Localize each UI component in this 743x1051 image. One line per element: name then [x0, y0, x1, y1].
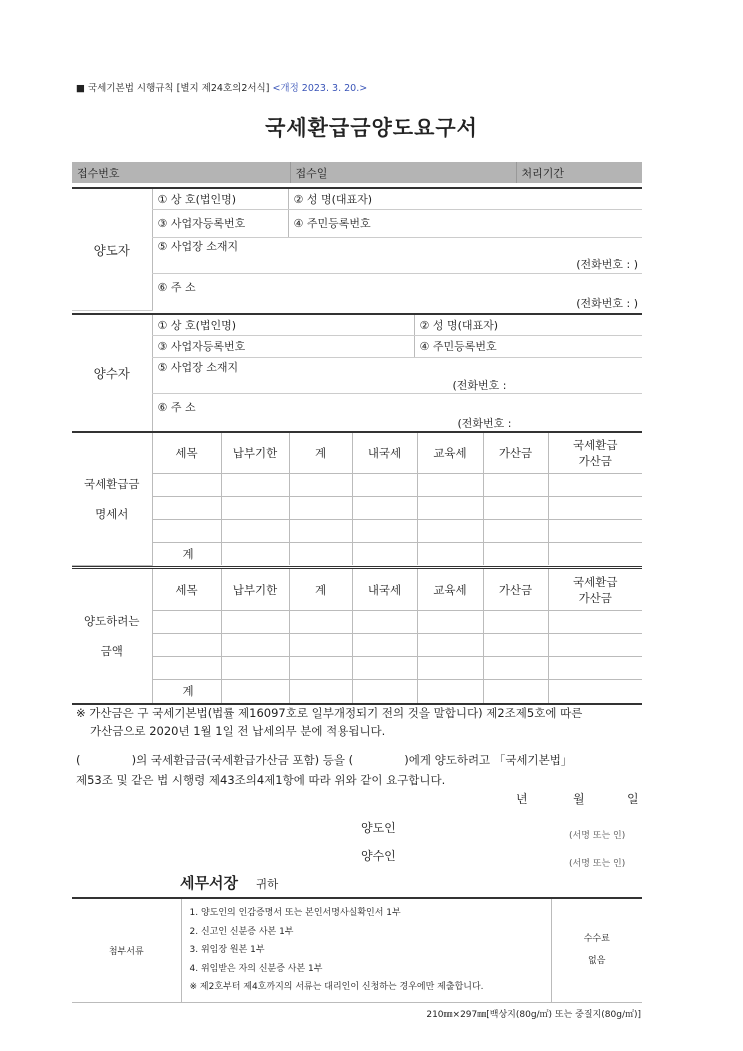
transferee-business-phone[interactable]: (전화번호 : — [152, 377, 642, 394]
transferor-signature-field[interactable]: (서명 또는 인) — [569, 831, 626, 841]
cell[interactable] — [221, 519, 289, 542]
transferor-bizno-field[interactable]: ③ 사업자등록번호 — [152, 209, 288, 237]
receipt-number-label: 접수번호 — [72, 162, 290, 183]
law-reference: ■ 국세기본법 시행규칙 [별지 제24호의2서식] — [76, 83, 270, 94]
total-row — [72, 680, 642, 704]
col-refund-interest — [548, 432, 642, 473]
total-label: 계 — [152, 542, 221, 565]
cell[interactable] — [221, 657, 289, 680]
cell[interactable] — [289, 519, 352, 542]
cell[interactable] — [548, 680, 642, 704]
col-due-date: 납부기한 — [221, 568, 289, 611]
transfer-amount-label-line1: 양도하려는 — [83, 613, 140, 628]
attachments-section — [72, 897, 642, 1003]
attachment-item: 1. 양도인의 인감증명서 또는 본인서명사실확인서 1부 — [189, 908, 401, 918]
transferee-signature-field[interactable]: (서명 또는 인) — [569, 859, 626, 869]
request-statement — [76, 750, 641, 790]
cell[interactable] — [221, 680, 289, 704]
date-day: 일 — [627, 792, 639, 806]
attachments-label: 첨부서류 — [108, 946, 144, 957]
transferee-signature-label: 양수인 — [361, 849, 396, 863]
transferee-company-field[interactable]: ① 상 호(법인명) — [152, 314, 414, 335]
attachments-list — [181, 898, 551, 1002]
transferor-name-field[interactable]: ② 성 명(대표자) — [288, 188, 642, 209]
transferee-home-phone: (전화번호 : — [457, 417, 512, 430]
request-line2: 제53조 및 같은 법 시행령 제43조의4제1항에 따라 위와 같이 요구합니다. — [76, 773, 446, 787]
cell[interactable] — [152, 473, 221, 496]
transferee-address[interactable] — [152, 394, 642, 432]
cell[interactable] — [548, 657, 642, 680]
cell[interactable] — [352, 657, 417, 680]
transferee-label: 양수자 — [72, 314, 152, 432]
refund-statement-label — [72, 432, 152, 565]
cell[interactable] — [352, 634, 417, 657]
attachment-item: 2. 신고인 신분증 사본 1부 — [189, 926, 294, 937]
cell[interactable] — [289, 657, 352, 680]
cell[interactable] — [289, 473, 352, 496]
fee-box — [551, 898, 642, 1002]
cell[interactable] — [548, 611, 642, 634]
transferor-idno-field[interactable]: ④ 주민등록번호 — [288, 209, 642, 237]
transferor-business-address[interactable]: ⑤ 사업장 소재지 — [152, 237, 642, 255]
transferor-address[interactable] — [152, 273, 642, 311]
cell[interactable] — [548, 634, 642, 657]
table-row — [72, 657, 642, 680]
cell[interactable] — [483, 611, 548, 634]
transferee-bizno-field[interactable]: ③ 사업자등록번호 — [152, 335, 414, 357]
paper-spec: 210㎜×297㎜[백상지(80g/㎡) 또는 중질지(80g/㎡)] — [426, 1010, 641, 1020]
cell[interactable] — [483, 657, 548, 680]
cell[interactable] — [417, 634, 483, 657]
processing-period-label: 처리기간 — [521, 166, 565, 180]
col-tax-item: 세목 — [152, 568, 221, 611]
transfer-amount-table — [72, 566, 642, 705]
cell[interactable] — [289, 680, 352, 704]
col-education-tax: 교육세 — [417, 568, 483, 611]
note-line1: ※ 가산금은 구 국세기본법(법률 제16097호로 일부개정되기 전의 것을 말합니다) 제2조제5호에 따른 — [76, 706, 583, 720]
cell[interactable] — [483, 542, 548, 565]
transferor-section — [72, 187, 642, 311]
form-title: 국세환급금양도요구서 — [265, 116, 478, 140]
cell[interactable] — [548, 519, 642, 542]
cell[interactable] — [352, 680, 417, 704]
cell[interactable] — [417, 519, 483, 542]
cell[interactable] — [352, 473, 417, 496]
cell[interactable] — [417, 496, 483, 519]
refund-statement-label-line2: 명세서 — [95, 506, 129, 521]
cell[interactable] — [417, 611, 483, 634]
transferee-name-field[interactable]: ② 성 명(대표자) — [414, 314, 642, 335]
addressee-suffix: 귀하 — [256, 877, 279, 891]
col-total: 계 — [289, 568, 352, 611]
col-total: 계 — [289, 432, 352, 473]
cell[interactable] — [152, 496, 221, 519]
cell[interactable] — [352, 519, 417, 542]
table-row — [72, 519, 642, 542]
table-row — [72, 634, 642, 657]
table-row — [72, 611, 642, 634]
transferor-label: 양도자 — [72, 188, 152, 311]
transferee-section — [72, 313, 642, 432]
transferee-idno-field[interactable]: ④ 주민등록번호 — [414, 335, 642, 357]
cell[interactable] — [289, 611, 352, 634]
col-due-date: 납부기한 — [221, 432, 289, 473]
additional-charge-note — [76, 704, 636, 740]
cell[interactable] — [548, 542, 642, 565]
cell[interactable] — [352, 611, 417, 634]
col-refund-interest — [548, 568, 642, 611]
table-row — [72, 473, 642, 496]
cell[interactable] — [417, 680, 483, 704]
transferor-home-phone: (전화번호 : ) — [576, 296, 638, 310]
cell[interactable] — [417, 473, 483, 496]
refund-statement-table — [72, 431, 642, 566]
attachment-item: 4. 위임받은 자의 신분증 사본 1부 — [189, 963, 323, 974]
cell[interactable] — [221, 496, 289, 519]
col-additional-charge: 가산금 — [483, 568, 548, 611]
attachment-note: ※ 제2호부터 제4호까지의 서류는 대리인이 신청하는 경우에만 제출합니다. — [189, 982, 484, 992]
col-domestic-tax: 내국세 — [352, 432, 417, 473]
cell[interactable] — [483, 473, 548, 496]
cell[interactable] — [152, 611, 221, 634]
transfer-amount-label-line2: 금액 — [100, 643, 123, 658]
transferee-business-address[interactable]: ⑤ 사업장 소재지 — [152, 357, 642, 377]
transferor-company-field[interactable]: ① 상 호(법인명) — [152, 188, 288, 209]
col-education-tax: 교육세 — [417, 432, 483, 473]
cell[interactable] — [289, 496, 352, 519]
cell[interactable] — [289, 634, 352, 657]
cell[interactable] — [289, 542, 352, 565]
transferor-business-phone[interactable]: (전화번호 : ) — [152, 255, 642, 273]
cell[interactable] — [483, 680, 548, 704]
col-additional-charge: 가산금 — [483, 432, 548, 473]
col-refund-interest-line1: 국세환급 — [573, 437, 618, 452]
total-label: 계 — [152, 680, 221, 704]
total-row — [72, 542, 642, 565]
attachment-item: 3. 위임장 원본 1부 — [189, 945, 265, 955]
tax-office-head: 세무서장 — [180, 874, 238, 892]
col-domestic-tax: 내국세 — [352, 568, 417, 611]
col-refund-interest-line1: 국세환급 — [573, 574, 618, 589]
cell[interactable] — [352, 496, 417, 519]
note-line2: 가산금으로 2020년 1월 1일 전 납세의무 분에 적용됩니다. — [90, 724, 386, 738]
cell[interactable] — [417, 657, 483, 680]
date-month: 월 — [573, 792, 585, 806]
cell[interactable] — [221, 634, 289, 657]
cell[interactable] — [483, 519, 548, 542]
transfer-amount-label — [72, 568, 152, 704]
cell[interactable] — [221, 542, 289, 565]
request-line1: ( )의 국세환급금(국세환급가산금 포함) 등을 ( )에게 양도하려고 「국세기본법」 — [76, 753, 573, 767]
receipt-date-label: 접수일 — [290, 162, 516, 183]
transferor-signature-label: 양도인 — [361, 821, 396, 835]
cell[interactable] — [548, 473, 642, 496]
form-reference — [76, 80, 367, 94]
cell[interactable] — [483, 496, 548, 519]
date-year: 년 — [516, 792, 528, 806]
transferor-address-label: ⑥ 주 소 — [157, 280, 196, 294]
table-row — [72, 496, 642, 519]
cell[interactable] — [152, 634, 221, 657]
transferee-address-label: ⑥ 주 소 — [157, 401, 196, 414]
col-refund-interest-line2: 가산금 — [578, 590, 612, 605]
cell[interactable] — [221, 611, 289, 634]
cell[interactable] — [483, 634, 548, 657]
cell[interactable] — [152, 657, 221, 680]
cell[interactable] — [221, 473, 289, 496]
fee-label: 수수료 — [583, 934, 610, 945]
cell[interactable] — [152, 519, 221, 542]
cell[interactable] — [352, 542, 417, 565]
col-tax-item: 세목 — [152, 432, 221, 473]
revision-date: <개정 2023. 3. 20.> — [272, 83, 368, 94]
receipt-bar — [72, 162, 642, 183]
col-refund-interest-line2: 가산금 — [578, 453, 612, 468]
cell[interactable] — [417, 542, 483, 565]
cell[interactable] — [548, 496, 642, 519]
fee-value: 없음 — [588, 956, 606, 967]
refund-statement-label-line1: 국세환급금 — [83, 476, 140, 491]
